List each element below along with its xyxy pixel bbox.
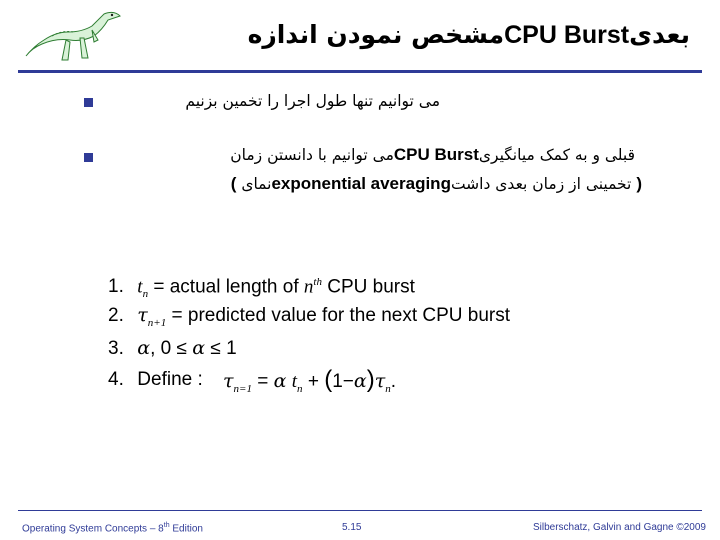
bullet-marker — [84, 153, 93, 162]
list-item — [108, 366, 397, 395]
tau-sub: n+1 — [147, 316, 167, 329]
tau-sub: n=1 — [233, 382, 252, 395]
list-text: , 0 ≤ — [150, 338, 193, 359]
bullet-2-line-1-latin: CPU Burst — [393, 145, 479, 164]
list-item — [108, 303, 510, 327]
footer-left — [22, 522, 203, 534]
list-text: predicted value for the next CPU burst — [187, 305, 511, 326]
bullet-2-line-2-a: تخمینی از زمان بعدی داشت — [450, 175, 632, 193]
equals-sign: = — [153, 276, 165, 298]
paren-open: ( — [324, 366, 333, 393]
list-item — [108, 336, 237, 360]
one: 1 — [332, 371, 343, 392]
list-text: actual length of — [169, 276, 304, 298]
bullet-2-line-1-a: قبلی و به کمک میانگیری — [478, 146, 635, 164]
bullet-2-line-2-latin: exponential averaging — [271, 174, 451, 193]
th-sup: th — [313, 276, 322, 288]
list-number: 1. — [108, 276, 124, 298]
paren-close: ) — [230, 174, 237, 193]
alpha-var: α — [192, 337, 206, 359]
alpha-var: α — [353, 370, 367, 392]
page-number: 5.15 — [342, 522, 362, 533]
bullet-2-line-2 — [231, 174, 642, 194]
ema-formula — [223, 368, 396, 401]
equals-sign: = — [257, 371, 269, 392]
paren-close: ) — [366, 366, 375, 393]
list-text: ≤ 1 — [205, 338, 237, 359]
n-var: n — [303, 276, 314, 298]
tau-var: τ — [374, 370, 386, 392]
equals-sign: = — [171, 305, 183, 326]
tau-sub: n — [385, 382, 391, 395]
t-sub: n — [297, 382, 303, 395]
bullet-2-line-1-b: می توانیم با دانستن زمان — [230, 146, 394, 164]
footer-rule — [18, 510, 702, 511]
t-var: t — [291, 371, 298, 392]
alpha-var: α — [137, 337, 151, 359]
dinosaur-logo — [22, 4, 122, 68]
bullet-2-line-1 — [230, 145, 635, 165]
define-label: Define : — [137, 369, 203, 390]
alpha-var: α — [273, 370, 287, 392]
footer-right: Silberschatz, Galvin and Gagne ©2009 — [532, 522, 706, 533]
title-persian: مشخص نمودن اندازه — [247, 20, 505, 49]
bullet-2-line-2-b: نمای — [241, 175, 272, 193]
footer-left-text: Operating System Concepts – 8 — [22, 523, 164, 535]
t-var: t — [137, 276, 143, 298]
title-underline — [18, 70, 702, 73]
list-item — [108, 270, 415, 301]
bullet-marker — [84, 98, 93, 107]
list-number: 4. — [108, 369, 124, 390]
period: . — [390, 371, 397, 392]
footer-sup: th — [163, 522, 170, 529]
t-sub: n — [142, 288, 149, 301]
list-number: 3. — [108, 338, 124, 359]
title-tail: بعدی — [629, 20, 690, 49]
slide-title — [130, 20, 690, 50]
footer-left-tail: Edition — [169, 523, 203, 535]
tau-var: τ — [137, 304, 148, 326]
paren-open: ( — [636, 174, 642, 193]
list-number: 2. — [108, 305, 124, 326]
title-latin: CPU Burst — [504, 21, 630, 49]
plus-sign: + — [307, 371, 319, 392]
bullet-1-text: می توانیم تنها طول اجرا را تخمین بزنیم — [185, 92, 440, 110]
list-text: CPU burst — [321, 276, 415, 298]
minus-sign: − — [342, 371, 354, 392]
tau-var: τ — [223, 370, 234, 392]
